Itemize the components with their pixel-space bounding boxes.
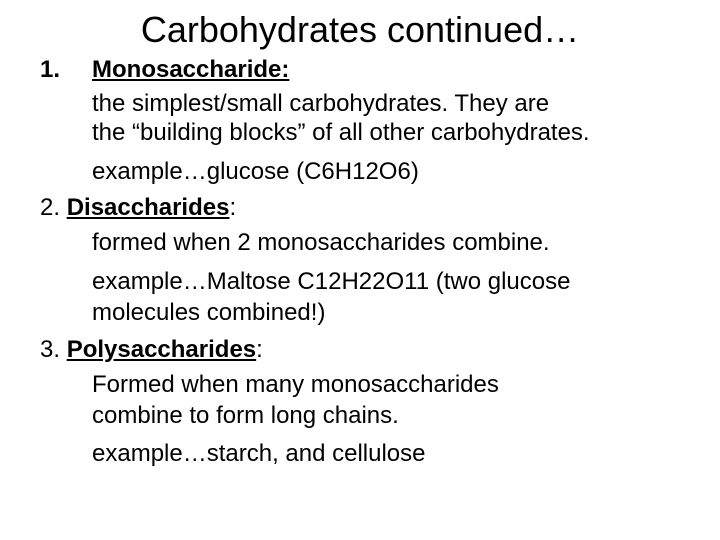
item-3-line-1: Formed when many monosaccharides — [92, 371, 499, 398]
item-3-line-3: example…starch, and cellulose — [92, 440, 426, 467]
item-3-line-2: combine to form long chains. — [92, 402, 399, 429]
item-1-line-1: the simplest/small carbohydrates. They are — [92, 90, 550, 117]
item-1-number: 1. — [40, 56, 61, 83]
item-1-term: Monosaccharide: — [92, 56, 290, 83]
item-1-heading — [40, 55, 289, 85]
item-3-suffix: : — [256, 336, 263, 363]
item-3-number: 3. — [40, 336, 61, 363]
item-1-line-2: the “building blocks” of all other carbohydrates. — [92, 119, 590, 146]
item-2-line-2: example…Maltose C12H22O11 (two glucose — [92, 268, 571, 295]
item-2-heading — [40, 193, 236, 223]
item-2-line-1: formed when 2 monosaccharides combine. — [92, 229, 550, 256]
item-2-suffix: : — [229, 194, 237, 221]
item-2-term: Disaccharides — [66, 194, 230, 221]
item-1-line-3: example…glucose (C6H12O6) — [92, 158, 419, 185]
slide-title: Carbohydrates continued… — [140, 9, 580, 50]
item-3-term: Polysaccharides — [66, 336, 257, 363]
item-2-line-3: molecules combined!) — [92, 299, 326, 326]
item-2-number: 2. — [40, 194, 61, 221]
item-3-heading — [40, 335, 263, 365]
